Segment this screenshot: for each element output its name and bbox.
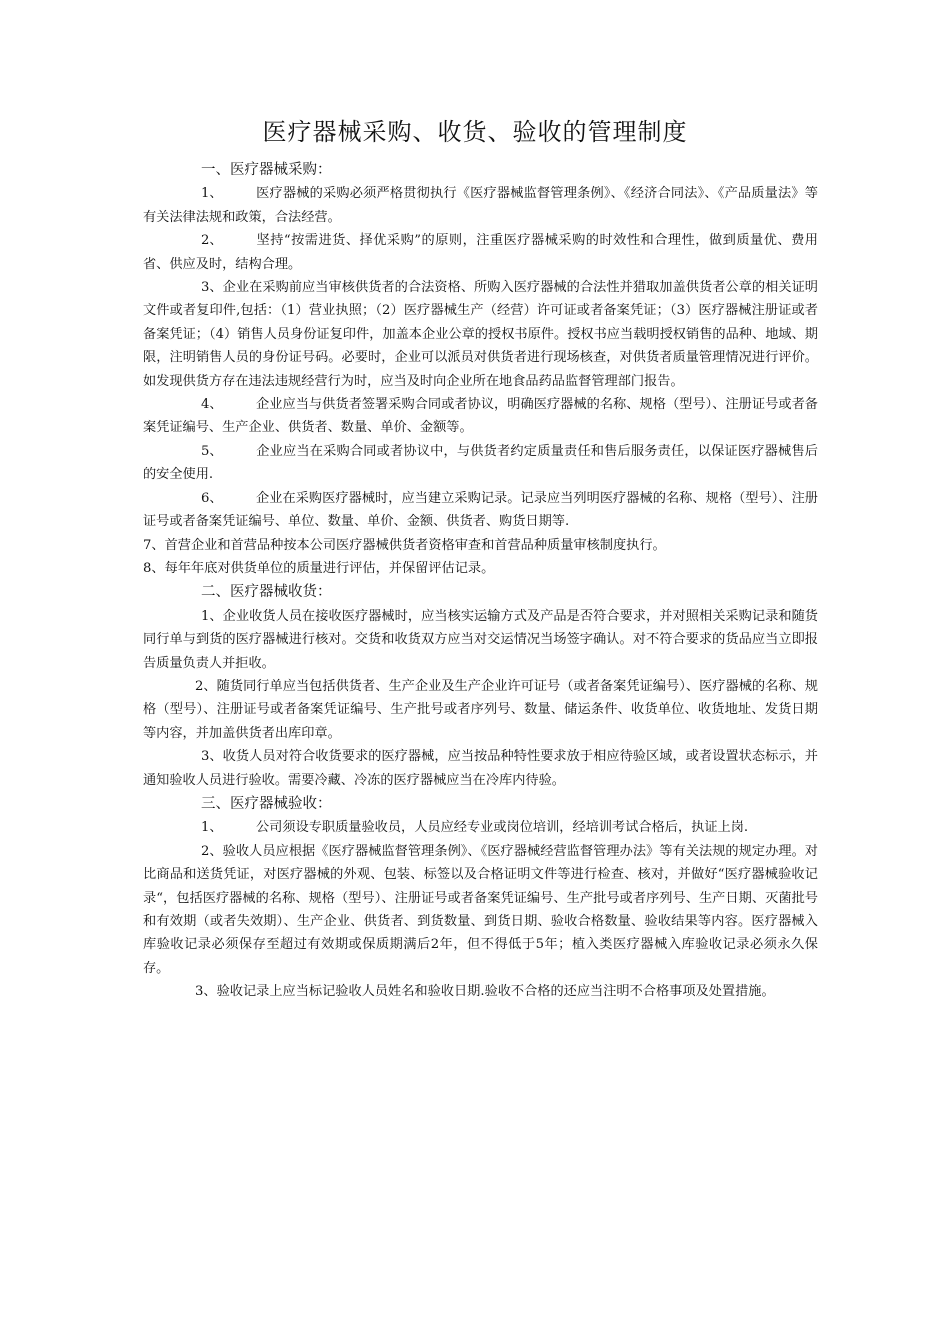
item-number: 4、 <box>201 397 223 413</box>
paragraph: 3、收货人员对符合收货要求的医疗器械，应当按品种特性要求放于相应待验区域，或者设置状态标示，并通知验收人员进行验收。需要冷藏、冷冻的医疗器械应当在冷库内待验。 <box>143 749 818 788</box>
paragraph-text: 医疗器械的采购必须严格贯彻执行《医疗器械监督管理条例》、《经济合同法》、《产品质量法》等有关法律法规和政策，合法经营。 <box>143 186 818 225</box>
paragraph <box>143 182 818 229</box>
paragraph: 3、企业在采购前应当审核供货者的合法资格、所购入医疗器械的合法性并猎取加盖供货者公章的相关证明文件或者复印件,包括：（1）营业执照；（2）医疗器械生产（经营）许可证或者备案凭证；（3）医疗器械注册证或者备案凭证；（4）销售人员身份证复印件，加盖本企业公章的授权书原件。授权书应当载明授权销售的品种、地域、期限，注明销售人员的身份证号码。必要时，企业可以派员对供货者进行现场核查，对供货者质量管理情况进行评价。如发现供货方存在违法违规经营行为时，应当及时向企业所在地食品药品监督管理部门报告。 <box>143 280 818 389</box>
section-heading: 一、医疗器械采购： <box>201 162 332 178</box>
item-number: 1、 <box>201 820 223 836</box>
paragraph <box>143 229 818 276</box>
paragraph-text: 企业应当在采购合同或者协议中，与供货者约定质量责任和售后服务责任，以保证医疗器械售后的安全使用. <box>143 443 818 483</box>
document-body <box>143 158 818 1004</box>
page-title: 医疗器械采购、收货、验收的管理制度 <box>262 118 688 146</box>
item-number: 2、 <box>201 233 223 249</box>
paragraph: 1、企业收货人员在接收医疗器械时，应当核实运输方式及产品是否符合要求，并对照相关采购记录和随货同行单与到货的医疗器械进行核对。交货和收货双方应当对交运情况当场签字确认。对不符合要求的货品应当立即报告质量负责人并拒收。 <box>143 608 818 671</box>
item-number: 5、 <box>201 443 223 459</box>
item-number: 6、 <box>201 490 223 506</box>
paragraph-text: 坚持“按需进货、择优采购”的原则，注重医疗器械采购的时效性和合理性，做到质量优、费用省、供应及时，结构合理。 <box>143 233 818 272</box>
paragraph <box>143 487 818 534</box>
paragraph-text: 公司须设专职质量验收员，人员应经专业或岗位培训，经培训考试合格后，执证上岗. <box>256 820 749 836</box>
paragraph <box>143 440 818 487</box>
item-number: 1、 <box>201 186 223 202</box>
paragraph: 3、验收记录上应当标记验收人员姓名和验收日期.验收不合格的还应当注明不合格事项及处置措施。 <box>195 984 775 1000</box>
paragraph <box>143 816 818 839</box>
paragraph: 2、验收人员应根据《医疗器械监督管理条例》、《医疗器械经营监督管理办法》等有关法规的规定办理。对比商品和送货凭证，对医疗器械的外观、包装、标签以及合格证明文件等进行检查、核对，并做好“医疗器械验收记录“，包括医疗器械的名称、规格（型号）、注册证号或者备案凭证编号、生产批号或者序列号、生产日期、灭菌批号和有效期（或者失效期）、生产企业、供货者、到货数量、到货日期、验收合格数量、验收结果等内容。医疗器械入库验收记录必须保存至超过有效期或保质期满后2年，但不得低于5年；植入类医疗器械入库验收记录必须永久保存。 <box>143 843 818 976</box>
section-heading: 三、医疗器械验收： <box>201 795 332 812</box>
paragraph: 8、每年年底对供货单位的质量进行评估，并保留评估记录。 <box>143 560 495 576</box>
paragraph-text: 企业在采购医疗器械时，应当建立采购记录。记录应当列明医疗器械的名称、规格（型号）、注册证号或者备案凭证编号、单位、数量、单价、金额、供货者、购货日期等. <box>143 490 818 530</box>
paragraph <box>143 393 818 440</box>
paragraph-text: 企业应当与供货者签署采购合同或者协议，明确医疗器械的名称、规格（型号）、注册证号或者备案凭证编号、生产企业、供货者、数量、单价、金额等。 <box>143 397 818 436</box>
paragraph: 7、首营企业和首营品种按本公司医疗器械供货者资格审查和首营品种质量审核制度执行。 <box>143 537 666 553</box>
paragraph: 2、随货同行单应当包括供货者、生产企业及生产企业许可证号（或者备案凭证编号）、医疗器械的名称、规格（型号）、注册证号或者备案凭证编号、生产批号或者序列号、数量、储运条件、收货单位、收货地址、发货日期等内容，并加盖供货者出库印章。 <box>143 678 818 741</box>
section-heading: 二、医疗器械收货： <box>201 584 332 601</box>
